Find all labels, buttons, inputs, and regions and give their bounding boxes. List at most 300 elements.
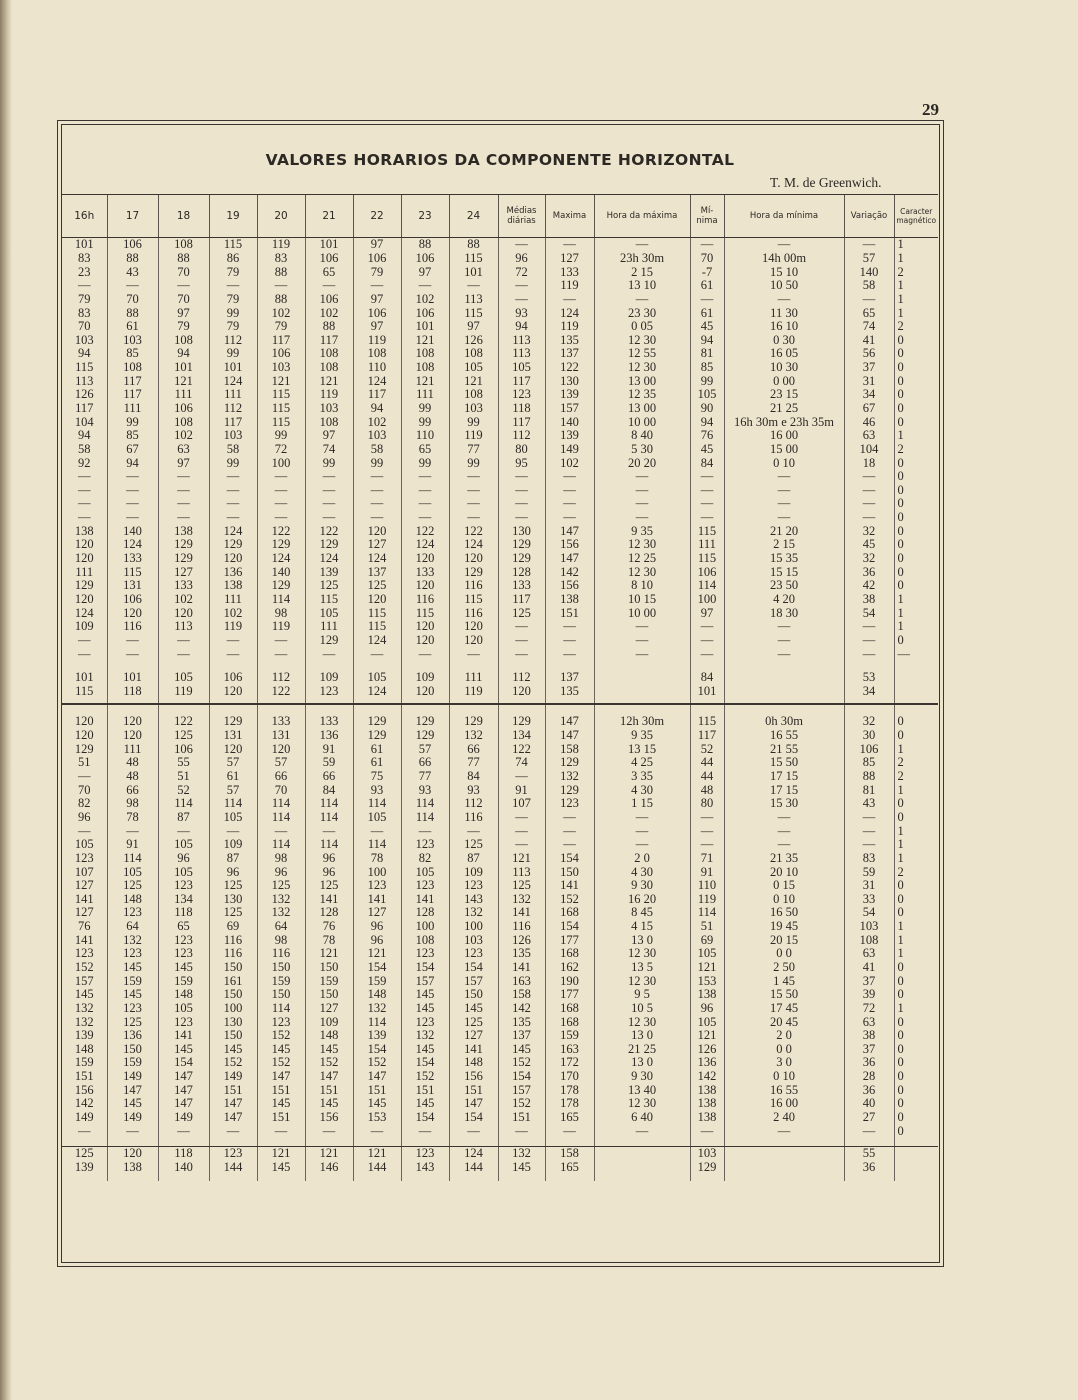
table-cell: 12h 30m (594, 715, 690, 729)
table-cell: 163 (498, 974, 545, 988)
table-cell: 115 (449, 306, 498, 320)
table-row (62, 1161, 938, 1175)
table-cell: 138 (74, 524, 94, 538)
table-cell: 141 (353, 892, 401, 906)
table-cell: 0 (894, 1124, 938, 1138)
table-cell: 51 (690, 920, 724, 934)
table-cell: 16 55 (724, 1083, 844, 1097)
table-cell: — (724, 824, 844, 838)
table-cell: 117 (498, 374, 545, 388)
table-cell: 124 (353, 552, 401, 566)
table-cell: 3 0 (724, 1056, 844, 1070)
table-cell: 70 (257, 783, 305, 797)
table-cell: 133 (401, 565, 449, 579)
table-cell: 114 (305, 838, 353, 852)
table-cell: 147 (209, 1111, 257, 1125)
table-cell: 88 (158, 252, 209, 266)
table-cell: 36 (844, 565, 894, 579)
table-cell: 123 (107, 1002, 158, 1016)
table-cell: 0 (894, 797, 938, 811)
table-cell: 154 (401, 1111, 449, 1125)
table-cell: 0 (894, 361, 938, 375)
table-cell: 83 (78, 251, 91, 265)
table-cell: 2 (894, 756, 938, 770)
table-cell: 119 (158, 685, 209, 699)
table-cell: — (305, 497, 353, 511)
separator-cell (62, 1138, 107, 1147)
table-cell: — (78, 510, 91, 525)
table-cell: — (158, 511, 209, 525)
table-cell: 0 0 (724, 947, 844, 961)
table-cell: 124 (449, 538, 498, 552)
table-cell: 107 (74, 865, 94, 879)
table-cell: 12 30 (594, 974, 690, 988)
table-cell: 99 (449, 456, 498, 470)
table-cell: 145 (74, 987, 94, 1002)
table-cell: — (498, 634, 545, 648)
table-cell: 190 (545, 974, 594, 988)
table-cell: 117 (75, 401, 94, 415)
table-cell: 109 (74, 619, 94, 634)
table-cell: 154 (401, 1056, 449, 1070)
table-cell: 123 (545, 797, 594, 811)
table-cell: — (844, 824, 894, 838)
table-row (62, 606, 938, 620)
table-cell: 158 (498, 988, 545, 1002)
table-cell: 108 (401, 933, 449, 947)
table-row (62, 1083, 938, 1097)
table-cell: 145 (401, 988, 449, 1002)
table-cell: 132 (498, 892, 545, 906)
table-cell: 0 (894, 579, 938, 593)
table-cell: 108 (449, 388, 498, 402)
table-cell: — (158, 634, 209, 648)
table-cell: — (401, 511, 449, 525)
table-cell: 19 45 (724, 920, 844, 934)
table-cell: 15 00 (724, 443, 844, 457)
table-cell: 16 00 (724, 1097, 844, 1111)
table-cell: — (257, 647, 305, 661)
table-cell: 93 (401, 783, 449, 797)
table-cell: 1 (894, 1002, 938, 1016)
table-cell: 170 (545, 1070, 594, 1084)
separator-cell (107, 704, 158, 715)
table-cell: 71 (690, 852, 724, 866)
table-cell: 154 (353, 961, 401, 975)
table-cell: 109 (209, 838, 257, 852)
separator-cell (62, 704, 107, 715)
table-cell: 130 (209, 1015, 257, 1029)
row-separator (62, 1174, 938, 1181)
table-cell: 109 (305, 671, 353, 685)
table-cell: 61 (353, 742, 401, 756)
table-cell: 120 (74, 728, 94, 743)
table-cell: 119 (353, 333, 401, 347)
table-cell: 121 (305, 947, 353, 961)
table-cell: 120 (498, 685, 545, 699)
table-cell: — (844, 811, 894, 825)
separator-cell (401, 661, 449, 671)
table-cell: 120 (401, 685, 449, 699)
table-cell: 61 (209, 770, 257, 784)
table-cell: 85 (107, 429, 158, 443)
table-cell: 81 (690, 347, 724, 361)
table-row (62, 429, 938, 443)
table-cell: 148 (305, 1029, 353, 1043)
table-cell: 115 (690, 552, 724, 566)
table-row (62, 484, 938, 498)
table-cell: — (401, 484, 449, 498)
table-cell: — (724, 484, 844, 498)
table-cell (594, 1147, 690, 1161)
table-cell: — (257, 634, 305, 648)
table-cell: 129 (498, 552, 545, 566)
table-cell: 115 (257, 415, 305, 429)
table-cell: 97 (449, 320, 498, 334)
table-cell: 12 30 (594, 538, 690, 552)
table-cell: 123 (305, 685, 353, 699)
table-row (62, 811, 938, 825)
table-cell: 106 (158, 742, 209, 756)
table-cell: 38 (844, 1029, 894, 1043)
table-cell: 144 (449, 1161, 498, 1175)
table-cell: 94 (498, 320, 545, 334)
table-cell: 74 (844, 320, 894, 334)
table-cell: 111 (107, 742, 158, 756)
table-row (62, 374, 938, 388)
table-cell: 100 (690, 593, 724, 607)
table-cell: 122 (257, 524, 305, 538)
table-cell: 0 10 (724, 1070, 844, 1084)
table-cell: — (449, 484, 498, 498)
table-cell: 120 (107, 715, 158, 729)
table-cell: 55 (844, 1147, 894, 1161)
table-cell: 91 (690, 865, 724, 879)
table-cell: 63 (158, 443, 209, 457)
table-cell: 101 (74, 237, 94, 252)
table-cell: 157 (401, 974, 449, 988)
separator-cell (545, 661, 594, 671)
table-cell: — (107, 824, 158, 838)
table-cell: 58 (209, 443, 257, 457)
table-cell: 120 (401, 634, 449, 648)
table-cell: 99 (690, 374, 724, 388)
table-cell: 66 (401, 756, 449, 770)
table-cell: — (353, 484, 401, 498)
table-cell: 108 (158, 333, 209, 347)
table-cell: 113 (158, 620, 209, 634)
table-cell: 136 (209, 565, 257, 579)
table-cell: — (209, 647, 257, 661)
table-cell: 76 (305, 920, 353, 934)
table-cell: — (498, 238, 545, 252)
table-cell: 102 (305, 306, 353, 320)
table-cell: 126 (449, 333, 498, 347)
table-cell: — (724, 647, 844, 661)
table-cell: 40 (844, 1097, 894, 1111)
table-cell: 0 (894, 1029, 938, 1043)
table-cell: 123 (498, 388, 545, 402)
table-cell: — (158, 824, 209, 838)
table-cell: 150 (257, 961, 305, 975)
table-cell: 13 40 (594, 1083, 690, 1097)
table-cell (594, 671, 690, 685)
table-cell: 129 (545, 756, 594, 770)
table-cell: 125 (498, 606, 545, 620)
table-cell: 77 (401, 770, 449, 784)
table-cell: 126 (498, 933, 545, 947)
table-cell: 0 (894, 333, 938, 347)
table-cell: 37 (844, 974, 894, 988)
table-cell: 151 (257, 1083, 305, 1097)
table-cell: 0 (894, 1043, 938, 1057)
table-cell: 11 30 (724, 306, 844, 320)
separator-cell (305, 661, 353, 671)
table-cell: 117 (498, 415, 545, 429)
table-cell: 13 5 (594, 961, 690, 975)
table-cell: — (305, 1124, 353, 1138)
table-cell: — (78, 1124, 91, 1138)
table-cell: — (209, 279, 257, 293)
separator-cell (209, 1138, 257, 1147)
table-cell: 123 (449, 947, 498, 961)
table-cell: 138 (107, 1161, 158, 1175)
table-cell: 125 (74, 1146, 94, 1161)
table-cell: 127 (74, 878, 94, 893)
separator-cell (401, 1174, 449, 1181)
table-row (62, 1043, 938, 1057)
table-cell: 12 30 (594, 1015, 690, 1029)
table-cell: 63 (844, 1015, 894, 1029)
table-row (62, 865, 938, 879)
table-cell: 119 (690, 892, 724, 906)
table-cell: 0 0 (724, 1043, 844, 1057)
table-cell: 152 (305, 1056, 353, 1070)
table-cell: — (449, 497, 498, 511)
table-cell: 100 (353, 865, 401, 879)
table-cell: 114 (257, 593, 305, 607)
table-cell: 99 (449, 415, 498, 429)
table-cell: 98 (257, 933, 305, 947)
table-cell: 61 (690, 279, 724, 293)
table-cell: 98 (257, 606, 305, 620)
table-row (62, 320, 938, 334)
table-cell: 119 (305, 388, 353, 402)
table-cell: 141 (449, 1043, 498, 1057)
table-cell: 45 (690, 320, 724, 334)
table-cell: 109 (401, 671, 449, 685)
table-cell: 16h 30m e 23h 35m (724, 415, 844, 429)
table-cell: — (724, 838, 844, 852)
table-cell: — (690, 811, 724, 825)
table-cell: 64 (257, 920, 305, 934)
table-cell: 5 30 (594, 443, 690, 457)
table-cell: — (844, 620, 894, 634)
table-cell: 10 15 (594, 593, 690, 607)
table-cell: 152 (353, 1056, 401, 1070)
table-cell: 79 (209, 293, 257, 307)
table-cell: 96 (353, 920, 401, 934)
table-cell: 0 15 (724, 879, 844, 893)
table-cell: 133 (498, 579, 545, 593)
table-cell: — (257, 824, 305, 838)
table-cell: — (724, 811, 844, 825)
table-cell: 106 (401, 306, 449, 320)
table-cell: — (257, 511, 305, 525)
table-cell: 122 (545, 361, 594, 375)
table-cell: 16 05 (724, 347, 844, 361)
table-cell: 119 (209, 620, 257, 634)
table-cell: 28 (844, 1070, 894, 1084)
table-cell: 132 (74, 1015, 94, 1029)
table-cell: 129 (449, 565, 498, 579)
table-cell: 152 (401, 1070, 449, 1084)
table-cell: 125 (305, 579, 353, 593)
table-cell: 106 (107, 593, 158, 607)
table-cell: — (690, 470, 724, 484)
separator-cell (107, 1138, 158, 1147)
table-cell: 32 (844, 552, 894, 566)
table-cell: 31 (844, 374, 894, 388)
table-cell: — (498, 293, 545, 307)
table-cell: — (209, 511, 257, 525)
table-cell: 104 (844, 443, 894, 457)
table-cell: 145 (353, 1097, 401, 1111)
table-cell: — (353, 511, 401, 525)
table-cell: 168 (545, 947, 594, 961)
table-cell: 111 (690, 538, 724, 552)
table-cell: 1 (894, 252, 938, 266)
table-cell: 145 (257, 1043, 305, 1057)
table-cell: — (594, 620, 690, 634)
table-cell: 96 (498, 252, 545, 266)
table-cell: 36 (844, 1083, 894, 1097)
table-cell: 0 (894, 906, 938, 920)
table-cell: 112 (498, 429, 545, 443)
table-cell (724, 1161, 844, 1175)
table-cell: 124 (353, 634, 401, 648)
table-cell: 45 (690, 443, 724, 457)
table-cell: 105 (690, 1015, 724, 1029)
separator-cell (107, 661, 158, 671)
table-cell: 154 (545, 852, 594, 866)
table-cell: 156 (545, 579, 594, 593)
table-cell: 82 (401, 852, 449, 866)
table-cell: 152 (209, 1056, 257, 1070)
table-row (62, 552, 938, 566)
table-cell: 12 30 (594, 361, 690, 375)
table-cell: 150 (107, 1043, 158, 1057)
table-cell: 116 (449, 811, 498, 825)
table-cell: 2 (894, 265, 938, 279)
table-cell: 129 (305, 634, 353, 648)
table-cell: 145 (257, 1097, 305, 1111)
table-cell: 88 (844, 770, 894, 784)
table-cell: 152 (74, 960, 94, 974)
table-cell: 146 (305, 1161, 353, 1175)
table-cell: — (498, 838, 545, 852)
table-cell: 178 (545, 1097, 594, 1111)
table-cell: 10 50 (724, 279, 844, 293)
table-cell: 135 (498, 947, 545, 961)
table-row (62, 306, 938, 320)
table-cell: 84 (690, 456, 724, 470)
table-cell: 121 (257, 1147, 305, 1161)
table-cell: 150 (209, 961, 257, 975)
table-cell: 105 (353, 811, 401, 825)
table-cell: 108 (107, 361, 158, 375)
table-cell: — (545, 838, 594, 852)
table-cell: 27 (844, 1111, 894, 1125)
table-cell: 96 (690, 1002, 724, 1016)
table-cell: 120 (74, 551, 94, 566)
table-cell: 87 (209, 852, 257, 866)
table-cell: 0 (894, 538, 938, 552)
table-cell: 123 (158, 933, 209, 947)
table-cell: 58 (353, 443, 401, 457)
table-cell: 0 (894, 1056, 938, 1070)
table-cell: — (594, 811, 690, 825)
table-cell: 115 (209, 238, 257, 252)
table-cell: 12 35 (594, 388, 690, 402)
table-cell: 150 (209, 1029, 257, 1043)
table-cell: 158 (545, 1147, 594, 1161)
header-cell: 17 (107, 195, 158, 238)
separator-cell (594, 1138, 690, 1147)
table-cell: 121 (305, 1147, 353, 1161)
timezone-note: T. M. de Greenwich. (770, 175, 882, 190)
table-cell: 65 (158, 920, 209, 934)
table-cell: 0 (894, 892, 938, 906)
table-cell: 117 (305, 333, 353, 347)
separator-cell (209, 704, 257, 715)
table-cell: — (107, 497, 158, 511)
table-cell: 96 (209, 865, 257, 879)
table-cell: 120 (353, 524, 401, 538)
table-row (62, 265, 938, 279)
table-cell (894, 1161, 938, 1175)
table-cell: — (545, 1124, 594, 1138)
separator-cell (594, 661, 690, 671)
table-cell: 76 (690, 429, 724, 443)
table-cell: 0 (894, 1097, 938, 1111)
table-cell: 103 (844, 920, 894, 934)
table-cell: 124 (257, 552, 305, 566)
table-cell: 13 00 (594, 374, 690, 388)
table-cell: 147 (545, 524, 594, 538)
separator-cell (353, 704, 401, 715)
table-cell: 129 (545, 783, 594, 797)
table-cell: 84 (690, 671, 724, 685)
table-cell: 4 25 (594, 756, 690, 770)
table-cell: 121 (158, 374, 209, 388)
table-cell: 115 (401, 606, 449, 620)
table-cell: 102 (209, 606, 257, 620)
table-cell: 53 (844, 671, 894, 685)
table-cell: 16 10 (724, 320, 844, 334)
table-cell: 16 00 (724, 429, 844, 443)
table-cell: 123 (353, 879, 401, 893)
table-cell: 0 (894, 1015, 938, 1029)
table-cell: — (844, 238, 894, 252)
table-cell: 106 (690, 565, 724, 579)
table-row (62, 838, 938, 852)
table-cell: 129 (74, 579, 94, 593)
table-cell: — (690, 620, 724, 634)
table-cell: 44 (690, 756, 724, 770)
table-cell: 121 (449, 374, 498, 388)
table-cell: 151 (74, 1069, 94, 1084)
